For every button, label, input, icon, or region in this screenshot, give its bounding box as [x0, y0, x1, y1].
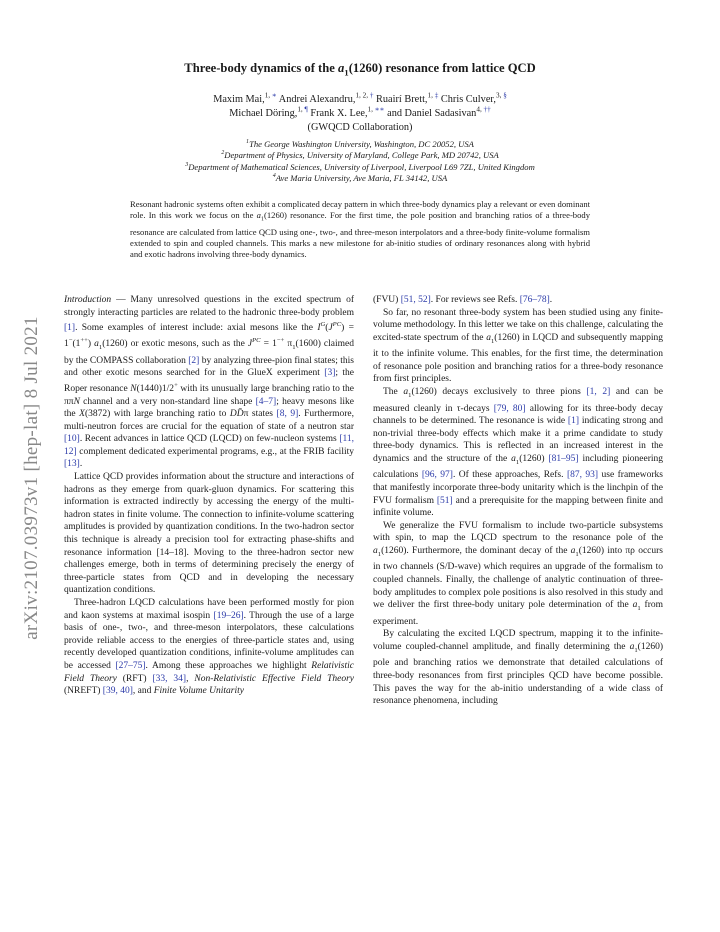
collaboration: (GWQCD Collaboration): [307, 122, 413, 133]
arxiv-identifier: arXiv:2107.03973v1 [hep-lat] 8 Jul 2021: [21, 316, 42, 640]
left-column: [64, 294, 354, 698]
paragraph-no-resonant: So far, no resonant three-body system has been studied using any finite-volume methodology. In this letter we take on this challenge, calculating the excited-state spectrum of the $a_1(1260)$ in LQCD and subsequently mapping it to the infinite volume. This enables, for the first time, the determination of resonance pole position and branching ratios for a three-body resonance from first principles.: [373, 307, 663, 385]
authors-line-2: Michael Döring,$^{1, \P}$ Frank X. Lee,$^{1, ∗∗}$ and Daniel Sadasivan$^{4, \dagger\dagger}$: [229, 105, 491, 119]
paragraph-generalize: We generalize the FVU formalism to include two-particle subsystems with spin, to map the LQCD spectrum to the resonance pole of the $a_1(1260)$. Furthermore, the dominant decay of the $a_1(1260)$ into πρ occurs in two channels (S/D-wave) which requires an upgrade of the formalism to coupled channels. Finally, the challenge of analytic continuation of three-body amplitudes to complex pole positions is also resolved in this study and we deliver the first three-body unitary pole determination of the $a_1$ from experiment.: [373, 520, 663, 627]
paragraph-conclusion: By calculating the excited LQCD spectrum, mapping it to the infinite-volume coupled-channel amplitude, and finally determining the $a_1(1260)$ pole and branching ratios we demonstrate that detailed calculations of three-body resonances from first principles QCD have become possible. This paves the way for the ab-initio understanding of a wide class of resonance phenomena, including: [373, 629, 663, 707]
affiliation-4: $^4$Ave Maria University, Ave Maria, FL 34142, USA: [272, 173, 448, 184]
author-block: [0, 93, 720, 135]
paper-title: Three-body dynamics of the $a_1(1260)$ resonance from lattice QCD: [184, 61, 536, 78]
paragraph-lattice-qcd: Lattice QCD provides information about the structure and interactions of hadrons as they emerge from quark-gluon dynamics. For scattering this information is extracted indirectly by accessing the energy of the multi-hadron states in finite volume. The connection to infinite-volume scattering amplitudes is provided by quantization conditions. In the two-hadron sector this technique is already a precision tool for extracting phase-shifts and resonance information [14–18]. Moving to the three-hadron sector new challenges emerge, both in terms of determining precisely the energy of three-particle states from QCD and in developing the necessary quantization conditions.: [64, 472, 354, 596]
paragraph-three-hadron: Three-hadron LQCD calculations have been performed mostly for pion and kaon systems at maximal isospin [19–26]. Through the use of a large basis of one-, two-, and three-meson interpolators, these calculations provide reliable access to the energies of three-particle states and, using recently developed quantization conditions, infinite-volume amplitudes can be accessed [27–75]. Among these approaches we highlight Relativistic Field Theory (RFT) [33, 34], Non-Relativistic Effective Field Theory (NREFT) [39, 40], and Finite Volume Unitarity: [64, 598, 355, 697]
affiliation-1: $^1$The George Washington University, Washington, DC 20052, USA: [246, 139, 474, 149]
authors-line-1: Maxim Mai,$^{1, ∗}$ Andrei Alexandru,$^{1, 2, \dagger}$ Ruairí Brett,$^{1, \ddagger}$ Chris Culver,$^{3, \S}$: [213, 91, 507, 105]
affiliation-2: $^2$Department of Physics, University of Maryland, College Park, MD 20742, USA: [221, 150, 499, 161]
paragraph-introduction: Introduction — Many unresolved questions in the excited spectrum of strongly interacting particles are related to the hadronic three-body problem [1]. Some examples of interest include: axial mesons like the $I^G(J^{PC}) = 1^-(1^{++})$ $a_1(1260)$ or exotic mesons, such as the $J^{PC} = 1^{-+}$ $\pi_1(1600)$ claimed by the COMPASS collaboration [2] by analyzing three-pion final states; this and other exotic mesons searched for in the GlueX experiment [3]; the Roper resonance N(1440)1/2+ with its unusually large branching ratio to the ππN channel and a very non-standard line shape [4–7]; heavy mesons like the X(3872) with large branching ratio to DD̄π states [8, 9]. Furthermore, multi-neutron forces are crucial for the equation of state of a neutron star [10]. Recent advances in lattice QCD (LQCD) on few-nucleon systems [11, 12] complement dedicated experimental programs, e.g., at the FRIB facility [13].: [64, 295, 355, 470]
right-column: [373, 294, 663, 708]
abstract: Resonant hadronic systems often exhibit a complicated decay pattern in which three-body dynamics play a relevant or even dominant role. In this work we focus on the $a_1(1260)$ resonance. For the first time, the pole position and branching ratios of a three-body resonance are calculated from lattice QCD using one-, two-, and three-meson interpolators and a three-body finite-volume formalism extended to spin and coupled channels. This marks a new milestone for ab-initio studies of ordinary resonances along with hybrid and exotic hadrons involving three-body dynamics.: [130, 199, 590, 260]
affiliation-3: $^3$Department of Mathematical Sciences, University of Liverpool, Liverpool L69 7ZL, United Kingdom: [185, 161, 535, 172]
affiliations: [0, 139, 720, 185]
paragraph-fvu-continued: (FVU) [51, 52]. For reviews see Refs. [76–78].: [373, 295, 553, 305]
paragraph-a1-decays: The $a_1(1260)$ decays exclusively to three pions [1, 2] and can be measured cleanly in τ-decays [79, 80] allowing for its three-body decay channels to be determined. The resonance is wide [1] indicating strong and non-trivial three-body effects which make it a prime candidate to study three-body dynamics. This is reflected in an increased interest in the dynamics and the structure of the $a_1(1260)$ [81–95] including pioneering calculations [96, 97]. Of these approaches, Refs. [87, 93] use frameworks that manifestly incorporate three-body unitarity which is the linchpin of the FVU formalism [51] and a prerequisite for the mapping between finite and infinite volume.: [373, 387, 664, 519]
